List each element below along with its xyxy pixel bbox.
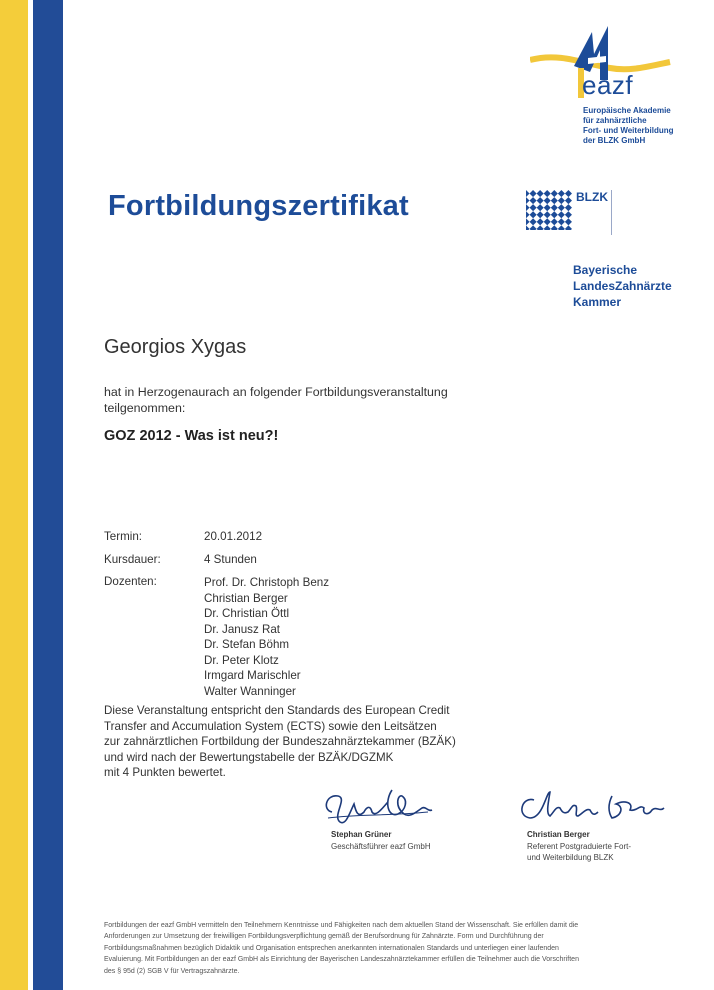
blzk-name-line: Kammer (573, 295, 622, 309)
duration-label: Kursdauer: (104, 553, 161, 566)
lecturer-item: Dr. Janusz Rat (204, 622, 281, 636)
signatory-1-name: Stephan Grüner (331, 830, 392, 839)
lecturer-item: Dr. Christian Öttl (204, 607, 290, 620)
blzk-full-name (573, 262, 672, 310)
blzk-name-line: LandesZahnärzte (573, 279, 672, 293)
blzk-label: BLZK (576, 190, 608, 204)
footer-line: des § 95d (2) SGB V für Vertragszahnärzte. (104, 967, 240, 975)
recipient-name: Georgios Xygas (104, 336, 247, 358)
footer-legal-text (104, 920, 694, 977)
ects-line: mit 4 Punkten bewertet. (104, 766, 226, 779)
participation-statement: hat in Herzogenaurach an folgender Fortbildungsveranstaltung teilgenommen: (104, 385, 448, 415)
ects-line: zur zahnärztlichen Fortbildung der Bundeszahnärztekammer (BZÄK) (104, 735, 456, 748)
eazf-desc-line: Europäische Akademie (583, 106, 671, 115)
date-value: 20.01.2012 (204, 530, 263, 543)
signature-berger-icon (512, 782, 672, 828)
ects-statement (104, 703, 544, 781)
signatory-2-role (527, 841, 631, 863)
lecturer-item: Prof. Dr. Christoph Benz (204, 576, 330, 589)
footer-line: Evaluierung. Mit Fortbildungen an der eazf GmbH als Einrichtung der Bayerischen Landeszahnärztekammer erfüllen die Teilnehmer auch die Vorschriften (104, 956, 579, 964)
signatory-2-role-line: Referent Postgraduierte Fort- (527, 842, 632, 851)
footer-line: Anforderungen zur Umsetzung der freiwilligen Fortbildungsverpflichtung gemäß der Berufsordnung für Zahnärzte. Form und Durchführung der (104, 933, 544, 941)
certificate-title: Fortbildungszertifikat (108, 190, 409, 222)
footer-line: Fortbildungen der eazf GmbH vermitteln den Teilnehmern Kenntnisse und Fähigkeiten nach dem aktuellen Stand der Wissenschaft. Sie erfüllen damit die (104, 922, 579, 929)
blzk-name-line: Bayerische (573, 263, 638, 277)
eazf-desc-line: Fort- und Weiterbildung (583, 126, 674, 135)
ects-line: Transfer and Accumulation System (ECTS) sowie den Leitsätzen (104, 719, 437, 733)
lecturer-item: Christian Berger (204, 591, 288, 605)
footer-line: Fortbildungsmaßnahmen bezüglich Didaktik und Organisation entsprechen anerkannten internationalen Standards und unterliegen einer laufenden (104, 944, 559, 952)
signatory-2-role-line: und Weiterbildung BLZK (527, 853, 614, 862)
ects-line: Diese Veranstaltung entspricht den Standards des European Credit (104, 704, 450, 717)
signature-gruener-icon (318, 782, 438, 828)
duration-value: 4 Stunden (204, 553, 257, 566)
course-title: GOZ 2012 - Was ist neu?! (104, 428, 279, 444)
lecturer-list (204, 575, 329, 699)
bavarian-lozenge-icon (526, 190, 572, 230)
lecturer-item: Irmgard Marischler (204, 669, 301, 682)
date-label: Termin: (104, 530, 143, 543)
lecturer-item: Walter Wanninger (204, 684, 296, 698)
eazf-desc-line: der BLZK GmbH (583, 136, 646, 145)
yellow-stripe (0, 0, 28, 990)
eazf-name: eazf (582, 70, 634, 100)
signatory-1-role (331, 841, 431, 852)
signatory-1-role-line: Geschäftsführer eazf GmbH (331, 842, 431, 851)
lecturer-item: Dr. Peter Klotz (204, 653, 279, 667)
ects-line: und wird nach der Bewertungstabelle der BZÄK/DGZMK (104, 750, 394, 764)
eazf-desc-line: für zahnärztliche (583, 116, 647, 125)
signatory-2-name: Christian Berger (527, 830, 590, 839)
eazf-description (583, 106, 674, 146)
blzk-divider (611, 190, 612, 235)
blue-stripe (33, 0, 63, 990)
lecturer-item: Dr. Stefan Böhm (204, 638, 290, 651)
lecturers-label: Dozenten: (104, 575, 157, 588)
